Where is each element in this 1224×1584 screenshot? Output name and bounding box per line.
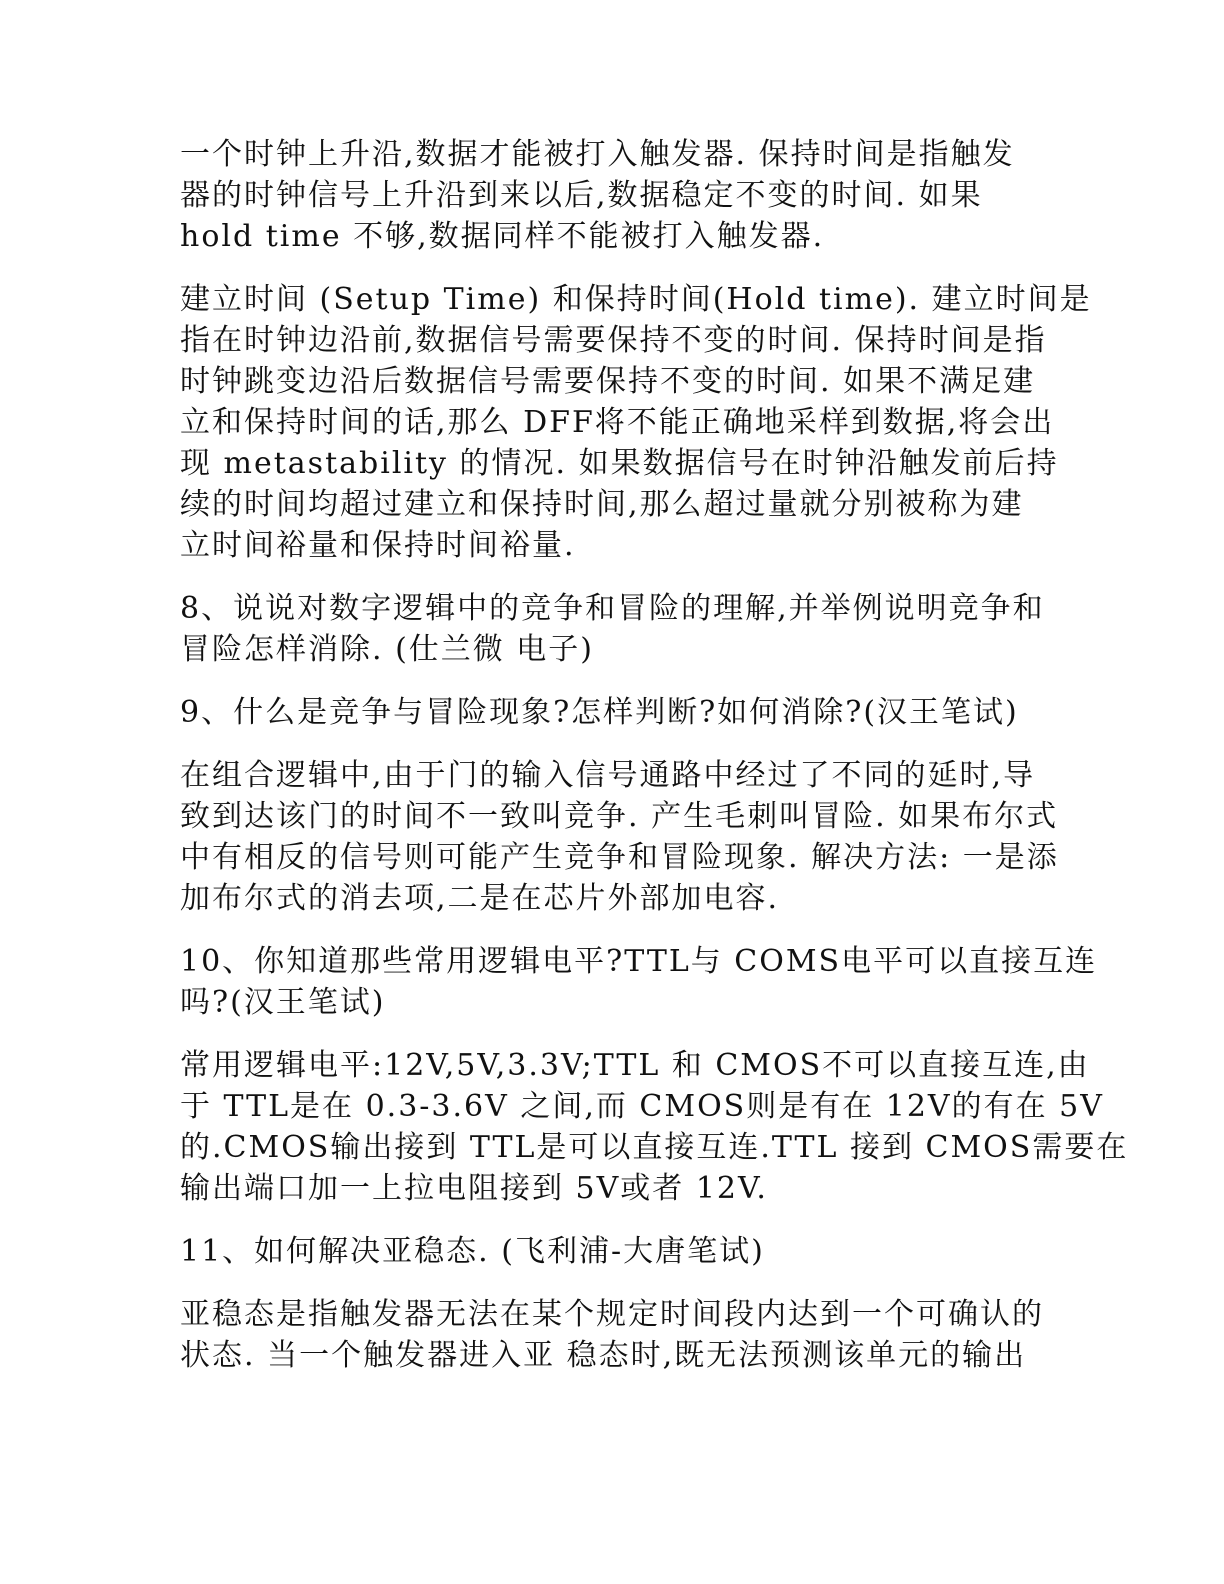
text-line: 立时间裕量和保持时间裕量. bbox=[180, 528, 576, 563]
question-8 bbox=[180, 588, 1045, 670]
text-line: 状态. 当一个触发器进入亚 稳态时,既无法预测该单元的输出 bbox=[180, 1338, 1027, 1373]
text-line: 9、什么是竞争与冒险现象?怎样判断?如何消除?(汉王笔试) bbox=[180, 695, 1019, 730]
text-line: 吗?(汉王笔试) bbox=[180, 985, 386, 1020]
text-line: 输出端口加一上拉电阻接到 5V或者 12V. bbox=[180, 1171, 768, 1206]
text-line: 8、说说对数字逻辑中的竞争和冒险的理解,并举例说明竞争和 bbox=[180, 591, 1045, 626]
text-line: 立和保持时间的话,那么 DFF将不能正确地采样到数据,将会出 bbox=[180, 405, 1055, 440]
question-10 bbox=[180, 941, 1098, 1023]
text-line: 器的时钟信号上升沿到来以后,数据稳定不变的时间. 如果 bbox=[180, 178, 983, 213]
text-line: 冒险怎样消除. (仕兰微 电子) bbox=[180, 632, 595, 667]
text-line: 现 metastability 的情况. 如果数据信号在时钟沿触发前后持 bbox=[180, 446, 1059, 481]
answer-9 bbox=[180, 755, 1059, 919]
paragraph-hold-time bbox=[180, 134, 1040, 257]
text-line: 致到达该门的时间不一致叫竞争. 产生毛刺叫冒险. 如果布尔式 bbox=[180, 799, 1059, 834]
text-line: 于 TTL是在 0.3-3.6V 之间,而 CMOS则是有在 12V的有在 5V bbox=[180, 1089, 1104, 1124]
text-line: 在组合逻辑中,由于门的输入信号通路中经过了不同的延时,导 bbox=[180, 758, 1036, 793]
text-line: 一个时钟上升沿,数据才能被打入触发器. 保持时间是指触发 bbox=[180, 137, 1015, 172]
answer-10 bbox=[180, 1045, 1129, 1209]
paragraph-setup-hold bbox=[180, 279, 1092, 566]
text-line: 亚稳态是指触发器无法在某个规定时间段内达到一个可确认的 bbox=[180, 1297, 1044, 1332]
question-9 bbox=[180, 692, 1040, 733]
text-line: 的.CMOS输出接到 TTL是可以直接互连.TTL 接到 CMOS需要在 bbox=[180, 1130, 1129, 1165]
document-page bbox=[180, 134, 1129, 1398]
text-line: 常用逻辑电平:12V,5V,3.3V;TTL 和 CMOS不可以直接互连,由 bbox=[180, 1048, 1090, 1083]
question-11 bbox=[180, 1231, 1040, 1272]
text-line: 续的时间均超过建立和保持时间,那么超过量就分别被称为建 bbox=[180, 487, 1024, 522]
answer-11 bbox=[180, 1294, 1044, 1376]
text-line: 建立时间 (Setup Time) 和保持时间(Hold time). 建立时间是 bbox=[180, 282, 1092, 317]
text-line: hold time 不够,数据同样不能被打入触发器. bbox=[180, 219, 825, 254]
text-line: 10、你知道那些常用逻辑电平?TTL与 COMS电平可以直接互连 bbox=[180, 944, 1098, 979]
text-line: 指在时钟边沿前,数据信号需要保持不变的时间. 保持时间是指 bbox=[180, 323, 1047, 358]
text-line: 中有相反的信号则可能产生竞争和冒险现象. 解决方法: 一是添 bbox=[180, 840, 1059, 875]
text-line: 11、如何解决亚稳态. (飞利浦-大唐笔试) bbox=[180, 1234, 765, 1269]
text-line: 加布尔式的消去项,二是在芯片外部加电容. bbox=[180, 881, 780, 916]
text-line: 时钟跳变边沿后数据信号需要保持不变的时间. 如果不满足建 bbox=[180, 364, 1036, 399]
